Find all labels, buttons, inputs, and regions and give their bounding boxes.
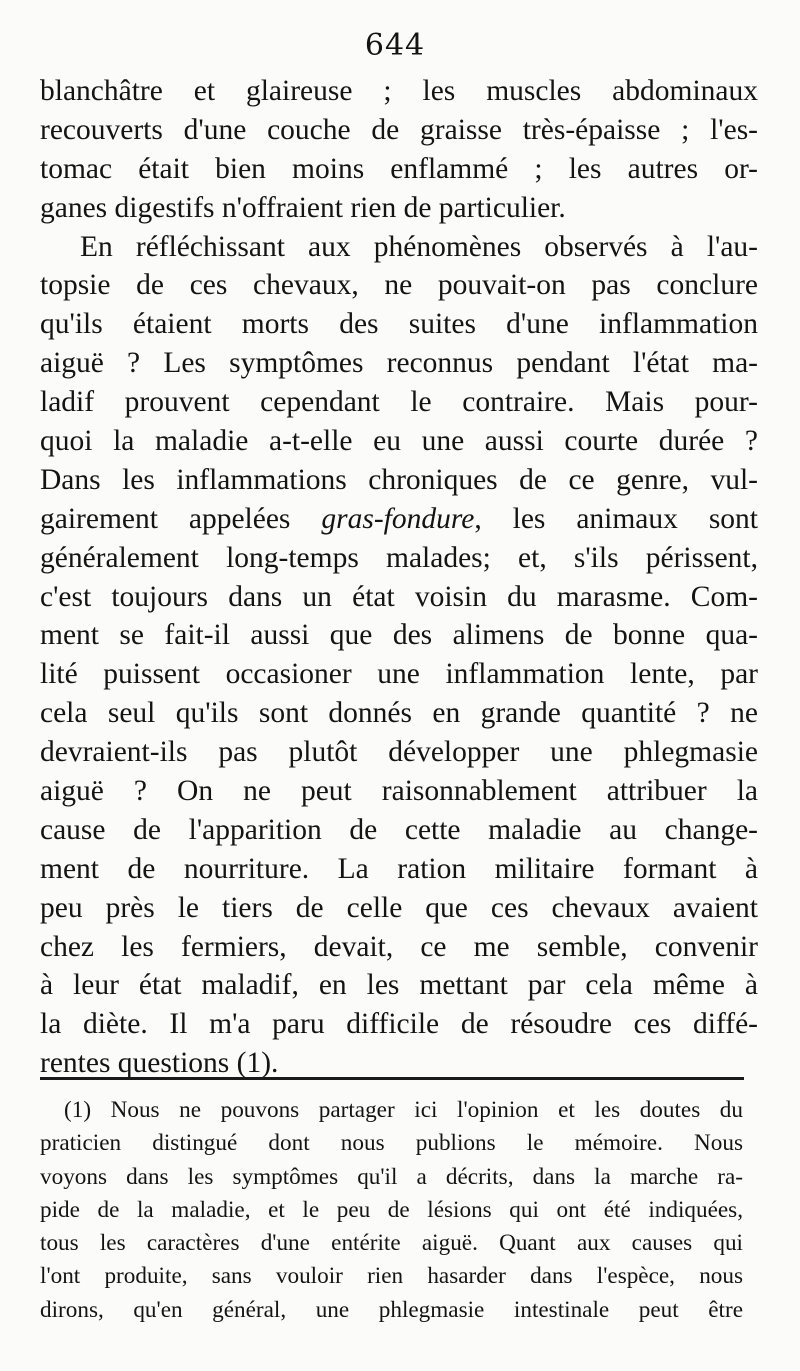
footnote bbox=[40, 1094, 743, 1327]
text-line: quoi la maladie a-t-elle eu une aussi courte durée ? bbox=[40, 425, 758, 458]
text-line: cause de l'apparition de cette maladie au change- bbox=[40, 813, 758, 846]
text-line: rentes questions (1). bbox=[40, 1047, 279, 1080]
footnote-line: l'ont produite, sans vouloir rien hasarder dans l'espèce, nous bbox=[40, 1263, 743, 1290]
text-line: généralement long-temps malades; et, s'ils périssent, bbox=[40, 541, 758, 574]
footnote-line: dirons, qu'en général, une phlegmasie intestinale peut être bbox=[40, 1296, 743, 1323]
text-line: recouverts d'une couche de graisse très-épaisse ; l'es- bbox=[40, 113, 758, 146]
footnote-line: praticien distingué dont nous publions le mémoire. Nous bbox=[40, 1130, 743, 1157]
text-segment: , les animaux sont bbox=[474, 502, 758, 535]
text-line: la diète. Il m'a paru difficile de résoudre ces diffé- bbox=[40, 1008, 758, 1041]
italic-term: gras-fondure bbox=[321, 502, 475, 535]
text-line: à leur état maladif, en les mettant par cela même à bbox=[40, 969, 758, 1002]
footnote-line: pide de la maladie, et le peu de lésions qui ont été indiquées, bbox=[40, 1196, 743, 1223]
text-line: topsie de ces chevaux, ne pouvait-on pas conclure bbox=[40, 269, 758, 302]
text-line: devraient-ils pas plutôt développer une phlegmasie bbox=[40, 736, 758, 769]
paragraph-start-line: En réfléchissant aux phénomènes observés à l'au- bbox=[80, 230, 758, 263]
main-text bbox=[40, 72, 758, 1083]
text-line: ment se fait-il aussi que des alimens de bonne qua- bbox=[40, 619, 758, 652]
text-line: aiguë ? Les symptômes reconnus pendant l'état ma- bbox=[40, 347, 758, 380]
footnote-line: voyons dans les symptômes qu'il a décrits, dans la marche ra- bbox=[40, 1163, 743, 1190]
text-line: ment de nourriture. La ration militaire formant à bbox=[40, 852, 758, 885]
text-line: aiguë ? On ne peut raisonnablement attribuer la bbox=[40, 775, 758, 808]
text-line-with-italic bbox=[40, 500, 758, 539]
text-segment: gairement appelées bbox=[40, 502, 291, 535]
text-line: ladif prouvent cependant le contraire. Mais pour- bbox=[40, 386, 758, 419]
text-line: lité puissent occasioner une inflammation lente, par bbox=[40, 658, 758, 691]
page-number: 644 bbox=[364, 28, 426, 63]
text-line: ganes digestifs n'offraient rien de particulier. bbox=[40, 191, 566, 224]
text-line: chez les fermiers, devait, ce me semble, convenir bbox=[40, 930, 758, 963]
text-line: Dans les inflammations chroniques de ce genre, vul- bbox=[40, 463, 758, 496]
text-line: c'est toujours dans un état voisin du marasme. Com- bbox=[40, 580, 758, 613]
text-line: qu'ils étaient morts des suites d'une inflammation bbox=[40, 308, 758, 341]
text-line: cela seul qu'ils sont donnés en grande quantité ? ne bbox=[40, 697, 758, 730]
footnote-divider bbox=[40, 1077, 744, 1080]
text-line: peu près le tiers de celle que ces chevaux avaient bbox=[40, 891, 758, 924]
text-line: tomac était bien moins enflammé ; les autres or- bbox=[40, 152, 758, 185]
footnote-line: tous les caractères d'une entérite aiguë. Quant aux causes qui bbox=[40, 1230, 743, 1257]
footnote-line: (1) Nous ne pouvons partager ici l'opinion et les doutes du bbox=[64, 1097, 743, 1123]
text-line: blanchâtre et glaireuse ; les muscles abdominaux bbox=[40, 75, 758, 107]
